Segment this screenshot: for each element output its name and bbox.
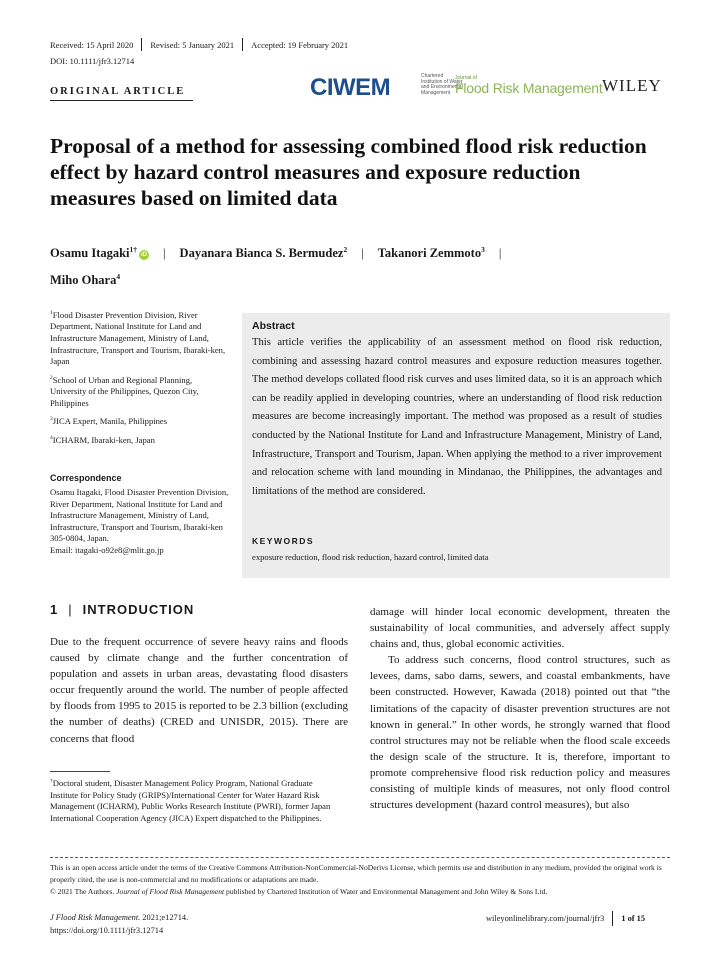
ciwem-logo: CIWEM [310,74,391,101]
ciwem-logo-subtitle: Chartered Institution of Water and Environmental Management [421,73,463,96]
license-notice [50,862,675,898]
copyright-text: © 2021 The Authors. Journal of Flood Risk Management published by Chartered Institution of Water and Environmental Management and John Wiley & Sons Ltd. [50,887,548,896]
section-number: 1 [50,602,59,617]
received-date: Received: 15 April 2020 [50,39,134,50]
keywords: exposure reduction, flood risk reduction, hazard control, limited data [252,552,489,562]
correspondence-email[interactable]: Email: itagaki-o92e8@mlit.go.jp [50,544,164,555]
section-heading [50,602,194,617]
license-text: This is an open access article under the terms of the Creative Commons Attribution-NonCommercial-NoDerivs License, which permits use and distribution in any medium, provided the original work is properly cited, the use is non-commercial and no modifications or adaptations are made. [50,863,662,884]
author-separator: | [498,246,502,261]
paragraph: Due to the frequent occurrence of severe heavy rains and floods caused by climate change and the further concentration of population and assets in urban areas, devastating flood disasters occur frequently around the world. The number of people affected by floods from 1995 to 2015 is reported to be 2.3 billion (excluding the number of deaths) (CRED and UNISDR, 2015). There are concerns that flood [50,636,348,745]
author-name[interactable]: Miho Ohara$^4$ [50,272,121,288]
doi-header[interactable]: DOI: 10.1111/jfr3.12714 [50,56,135,66]
author-name[interactable]: Takanori Zemmoto$^3$ [377,245,485,261]
abstract-text: This article verifies the applicability of an assessment method on flood risk reduction, combining and assessing hazard control measures and exposure reduction measures together. The method develops collated flood risk curves and uses limited data, so it is an approach which can be readily applied in developing countries, where an understanding of flood risk reduction measures are become increasingly important. The method was proposed as a result of studies conducted by the National Institute for Land and Infrastructure Management, Ministry of Land, Infrastructure, Transport and Tourism, Japan. When applying the method to a river improvement and relocation scheme with land mounding in Mindanao, the Philippines, the advantages and limitations of the method are considered. [252,337,662,497]
publisher-logo: WILEY [602,76,662,95]
affiliation: $^4$ICHARM, Ibaraki-ken, Japan [50,434,155,445]
correspondence-details [50,487,235,557]
orcid-icon[interactable]: iD [141,252,148,259]
affiliation: $^1$Flood Disaster Prevention Division, River Department, National Institute for Land and Infrastructure Management, Ministry of Land, Infrastructure, Transport and Tourism, Ibaraki-ken, Japan [50,309,226,367]
author-name[interactable]: Dayanara Bianca S. Bermudez$^2$ [179,245,348,261]
affiliation: $^3$JICA Expert, Manila, Philippines [50,416,168,427]
publication-history [50,38,348,51]
journal-logo: Flood Risk Management [455,80,603,96]
journal-website-link[interactable]: wileyonlinelibrary.com/journal/jfr3 [486,914,605,923]
footnote-rule [50,771,110,772]
affiliations [50,308,230,451]
footnote: †Doctoral student, Disaster Management Policy Program, National Graduate Institute for Policy Study (GRIPS)/International Center for Water Hazard Risk Management (ICHARM), Public Works Research Institute (PWRI), former Japan International Cooperation Agency (JICA) Expert dispatched to the Philippines. [50,777,331,824]
paragraph: damage will hinder local economic development, threaten the sustainability of local communities, and adversely affect supply chains and, thus, global economic activities. [370,606,670,651]
revised-date: Revised: 5 January 2021 [150,39,235,50]
license-divider [50,857,670,858]
article-title: Proposal of a method for assessing combined flood risk reduction effect by hazard control measures and exposure reduction measures based on limited data [50,134,647,210]
journal-ref: J Flood Risk Management. [50,913,141,922]
author-list [50,238,670,292]
doi-link[interactable]: https://doi.org/10.1111/jfr3.12714 [50,926,164,935]
keywords-heading: KEYWORDS [252,536,315,546]
correspondence-heading: Correspondence [50,473,122,483]
author-name[interactable]: Osamu Itagaki$^{1\dagger}$ [50,245,138,261]
abstract-heading: Abstract [252,320,295,332]
body-right-column [370,604,670,813]
author-separator: | [163,246,166,261]
article-type: ORIGINAL ARTICLE [50,86,186,97]
affiliation: $^2$School of Urban and Regional Planning, University of the Philippines, Quezon City, Philippines [50,374,199,408]
section-separator: | [68,602,73,617]
paragraph: To address such concerns, flood control structures, such as levees, dams, sabo dams, sewers, and coastal embankments, have been constructed. However, Kawada (2018) pointed out that “the limitations of the capacity of disaster prevention structures are not known in general.” In other words, he strongly warned that flood control structures may not be reliable when the flood scale exceeds the design scale of the structure. It is, therefore, important to promote comprehensive flood risk reduction policy and measures consisting of multiple kinds of measures, not only flood control structures development (hazard control measures), but also [370,654,670,812]
accepted-date: Accepted: 19 February 2021 [251,39,349,50]
divider [612,911,613,926]
author-separator: | [361,246,364,261]
journal-logo-prefix: Journal of [455,75,477,81]
section-title: INTRODUCTION [82,602,195,617]
footer-right [486,911,645,926]
footer-citation: J Flood Risk Management. 2021;e12714. https://doi.org/10.1111/jfr3.12714 [50,913,189,935]
article-type-rule [50,100,193,101]
body-left-column [50,634,348,747]
divider [141,38,142,51]
correspondence-address: Osamu Itagaki, Flood Disaster Prevention Division, River Department, National Institute for Land and Infrastructure Management, Ministry of Land, Infrastructure, Transport and Tourism, Ibaraki-ken 305-0804, Japan. [50,487,229,544]
divider [242,38,243,51]
page-number: 1 of 15 [621,914,646,923]
